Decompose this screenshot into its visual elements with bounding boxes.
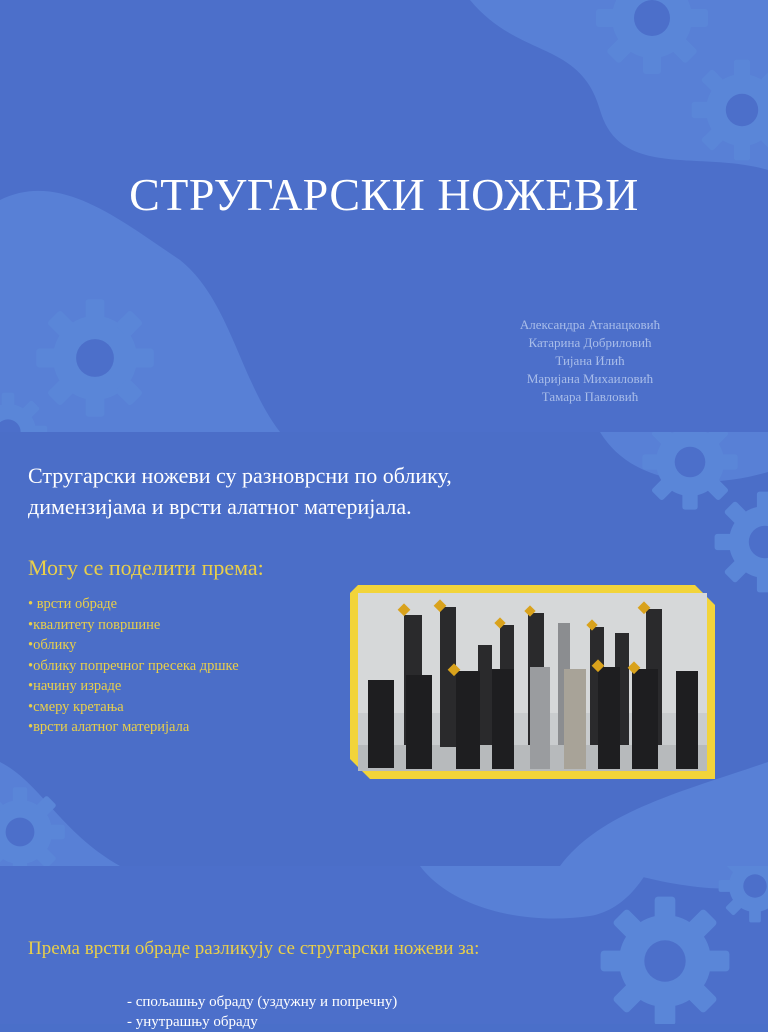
list-item: •облику попречног пресека дршке bbox=[28, 657, 239, 674]
author-name: Тијана Илић bbox=[555, 353, 625, 368]
list-item: •облику bbox=[28, 637, 77, 653]
intro-paragraph: Стругарски ножеви су разноврсни по облику, димензијама и врсти алатног материјала. bbox=[28, 463, 452, 519]
author-name: Маријана Михаиловић bbox=[526, 371, 654, 386]
author-name: Катарина Добриловић bbox=[528, 335, 652, 350]
list-item: •смеру кретања bbox=[28, 698, 124, 715]
list-item: •начину израде bbox=[28, 678, 122, 694]
processing-type-list bbox=[127, 992, 397, 1032]
title-slide bbox=[0, 0, 768, 432]
list-item: • врсти обраде bbox=[28, 596, 118, 612]
slide-title: СТРУГАРСКИ НОЖЕВИ bbox=[129, 169, 639, 220]
author-name: Тамара Павловић bbox=[541, 389, 639, 404]
classification-list bbox=[28, 594, 239, 738]
list-item: •врсти алатног материјала bbox=[28, 719, 190, 735]
author-list bbox=[505, 316, 675, 406]
list-item: •квалитету површине bbox=[28, 616, 161, 633]
section-subheading: Могу се поделити према: bbox=[28, 555, 264, 580]
section-heading: Према врсти обраде разликују се стругарски ножеви за: bbox=[28, 938, 480, 959]
list-item: - спољашњу обраду (уздужну и попречну) bbox=[127, 994, 398, 1010]
author-name: Александра Атанацковић bbox=[519, 317, 661, 332]
list-item: - унутрашњу обраду bbox=[127, 1014, 258, 1030]
lathe-tools-photo bbox=[350, 585, 715, 779]
